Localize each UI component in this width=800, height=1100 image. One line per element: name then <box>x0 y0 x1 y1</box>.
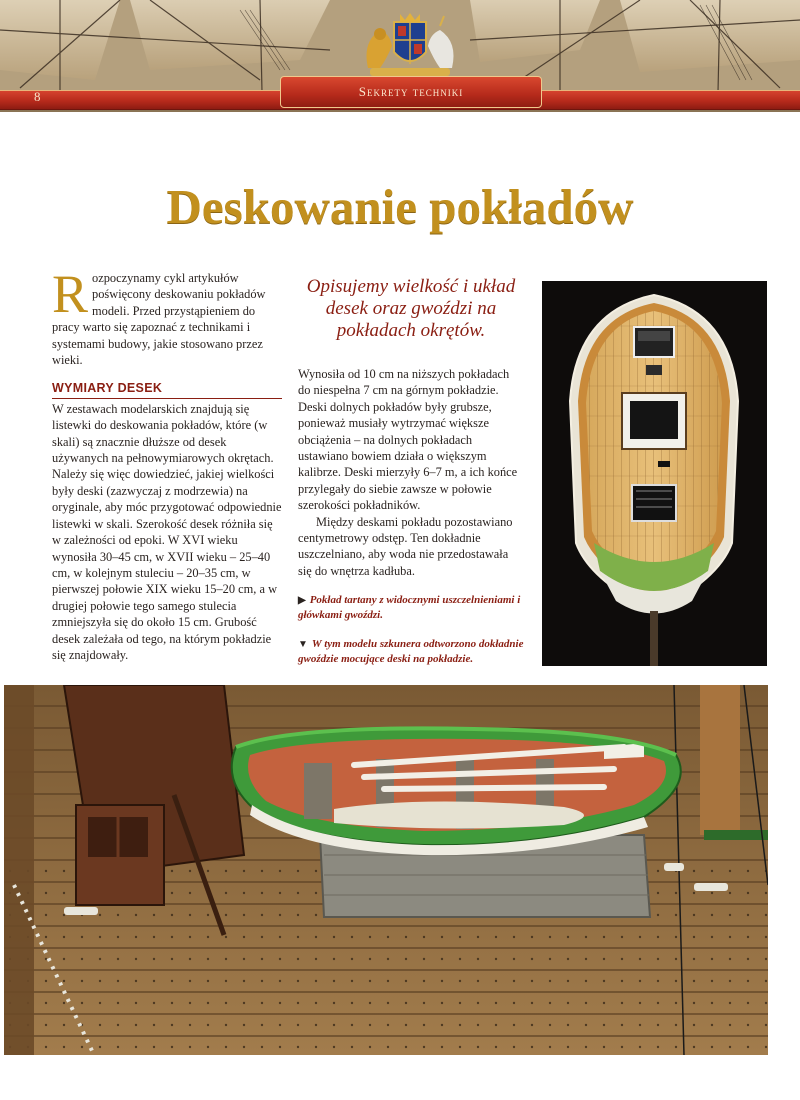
intro-paragraph <box>52 264 282 368</box>
intro-text: ozpoczynamy cykl artykułów poświęcony deskowaniu pokładów modeli. Przed przystąpieniem do pracy warto się zapoznać z technikami i systemami budowy, jakie stosowano przez wieki. <box>52 271 266 368</box>
caption-right-photo <box>298 593 524 623</box>
header-banner <box>0 0 800 112</box>
caption-bottom-text: W tym modelu szkunera odtworzono dokładnie gwoździe mocujące deski na pokładzie. <box>298 638 524 666</box>
drop-cap: R <box>52 264 89 324</box>
body-paragraph-2: Wynosiła od 10 cm na niższych pokładach do niespełna 7 cm na górnym pokładzie. Deski dolnych pokładów były grubsze, ponieważ musiały wytrzymać większe obciążenia – na dolnych pokładach ustawiano bowiem działa o większym kalibrze. Deski mierzyły 6–7 m, a ich końce przylegały do siebie zawsze w połowie szerokości pokładników. <box>298 367 518 513</box>
royal-crest-icon <box>350 12 470 78</box>
ships-boat-illustration <box>4 685 768 1055</box>
boat-deck-photo <box>542 281 767 666</box>
caption-right-text: Pokład tartany z widocznymi uszczelnieniami i główkami gwoździ. <box>298 594 521 622</box>
column-middle <box>298 276 524 667</box>
lead-quote: Opisujemy wielkość i układ desek oraz gwoździ na pokładach okrętów. <box>306 276 516 341</box>
section-label: Sekrety techniki <box>358 84 464 99</box>
triangle-right-icon: ▶ <box>298 595 306 607</box>
section-tab <box>280 76 542 108</box>
triangle-down-icon: ▼ <box>298 639 308 651</box>
boat-deck-illustration <box>542 281 767 666</box>
body-paragraph-3: Między deskami pokładu pozostawiano centymetrowy odstęp. Ten dokładnie uszczelniano, aby woda nie przedostawała się do wnętrza kadłuba. <box>298 514 513 578</box>
body-paragraph: W zestawach modelarskich znajdują się listewki do deskowania pokładów, które (w skali) są znacznie dłuższe od desek używanych na pełnowymiarowych okrętach. Należy się więc dowiedzieć, jakiej wielkości były deski (zazwyczaj z modrzewia) na oryginale, aby móc przygotować odpowiednie listewki w skali. Szerokość desek różniła się w zależności od epoki. W XVI wieku wynosiła 30–45 cm, w XVII wieku – 25–40 cm, w kolejnym stuleciu – 20–35 cm, w pierwszej połowie XIX wieku 15–20 cm, a w drugiej połowie tego samego stulecia zmniejszyła się do około 15 cm. Grubość desek zależała od tego, na którym pokładzie się znajdowały. <box>52 401 282 662</box>
ships-boat-photo <box>4 685 768 1055</box>
subheading-board-dimensions: WYMIARY DESEK <box>52 380 282 398</box>
page-number: 8 <box>34 89 41 104</box>
caption-bottom-photo <box>298 637 524 667</box>
article-title: Deskowanie pokładów <box>166 179 634 234</box>
column-left <box>52 264 282 675</box>
